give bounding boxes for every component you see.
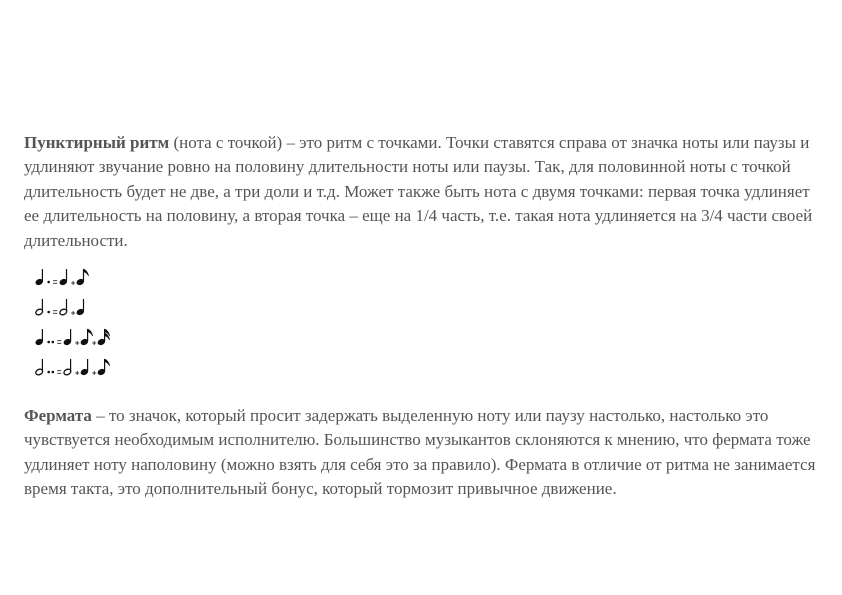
paragraph-fermata xyxy=(24,404,824,502)
eighth-note-icon xyxy=(76,269,89,286)
plus-icon xyxy=(75,341,79,345)
eighth-note-icon xyxy=(97,359,110,376)
notation-row-dotted-half xyxy=(35,299,85,316)
equals-icon xyxy=(53,281,57,284)
sixteenth-note-icon xyxy=(97,329,110,346)
dot-icon xyxy=(52,371,55,374)
equals-icon xyxy=(53,311,57,314)
quarter-note-icon xyxy=(63,329,72,346)
notation-row-double-dotted-quarter xyxy=(35,329,110,346)
term-fermata: Фермата xyxy=(24,406,92,425)
quarter-note-icon xyxy=(59,269,68,286)
dot-icon xyxy=(47,371,50,374)
dot-icon xyxy=(47,311,50,314)
plus-icon xyxy=(75,371,79,375)
term-dotted-rhythm: Пунктирный ритм xyxy=(24,133,170,152)
dot-icon xyxy=(47,281,50,284)
equals-icon xyxy=(57,371,61,374)
half-note-icon xyxy=(35,299,44,316)
quarter-note-icon xyxy=(35,269,44,286)
rhythm-notation-figure xyxy=(34,268,144,388)
quarter-note-icon xyxy=(80,359,89,376)
half-note-icon xyxy=(63,359,72,376)
quarter-note-icon xyxy=(35,329,44,346)
plus-icon xyxy=(92,371,96,375)
plus-icon xyxy=(71,281,75,285)
quarter-note-icon xyxy=(76,299,85,316)
paragraph-dotted-rhythm-text: (нота с точкой) – это ритм с точками. Точки ставятся справа от значка ноты или паузы и удлиняют звучание ровно на половину длительности ноты или паузы. Так, для половинной ноты с точкой длительность будет не две, а три доли и т.д. Может также быть нота с двумя точками: первая точка удлиняет ее длительность на половину, а вторая точка – еще на 1/4 часть, т.е. такая нота удлиняется на 3/4 части своей длительности. xyxy=(24,133,813,250)
notation-row-dotted-quarter xyxy=(35,269,89,286)
plus-icon xyxy=(71,311,75,315)
dot-icon xyxy=(52,341,55,344)
half-note-icon xyxy=(59,299,68,316)
plus-icon xyxy=(92,341,96,345)
half-note-icon xyxy=(35,359,44,376)
paragraph-fermata-text: – то значок, который просит задержать выделенную ноту или паузу настолько, настолько это чувствуется необходимым исполнителю. Большинство музыкантов склоняются к мнению, что фермата тоже удлиняет ноту наполовину (можно взять для себя это за правило). Фермата в отличие от ритма не занимается время такта, это дополнительный бонус, который тормозит привычное движение. xyxy=(24,406,816,499)
equals-icon xyxy=(57,341,61,344)
dot-icon xyxy=(47,341,50,344)
notation-row-double-dotted-half xyxy=(35,359,110,376)
notation-svg xyxy=(34,268,144,388)
paragraph-dotted-rhythm xyxy=(24,131,824,253)
eighth-note-icon xyxy=(80,329,93,346)
